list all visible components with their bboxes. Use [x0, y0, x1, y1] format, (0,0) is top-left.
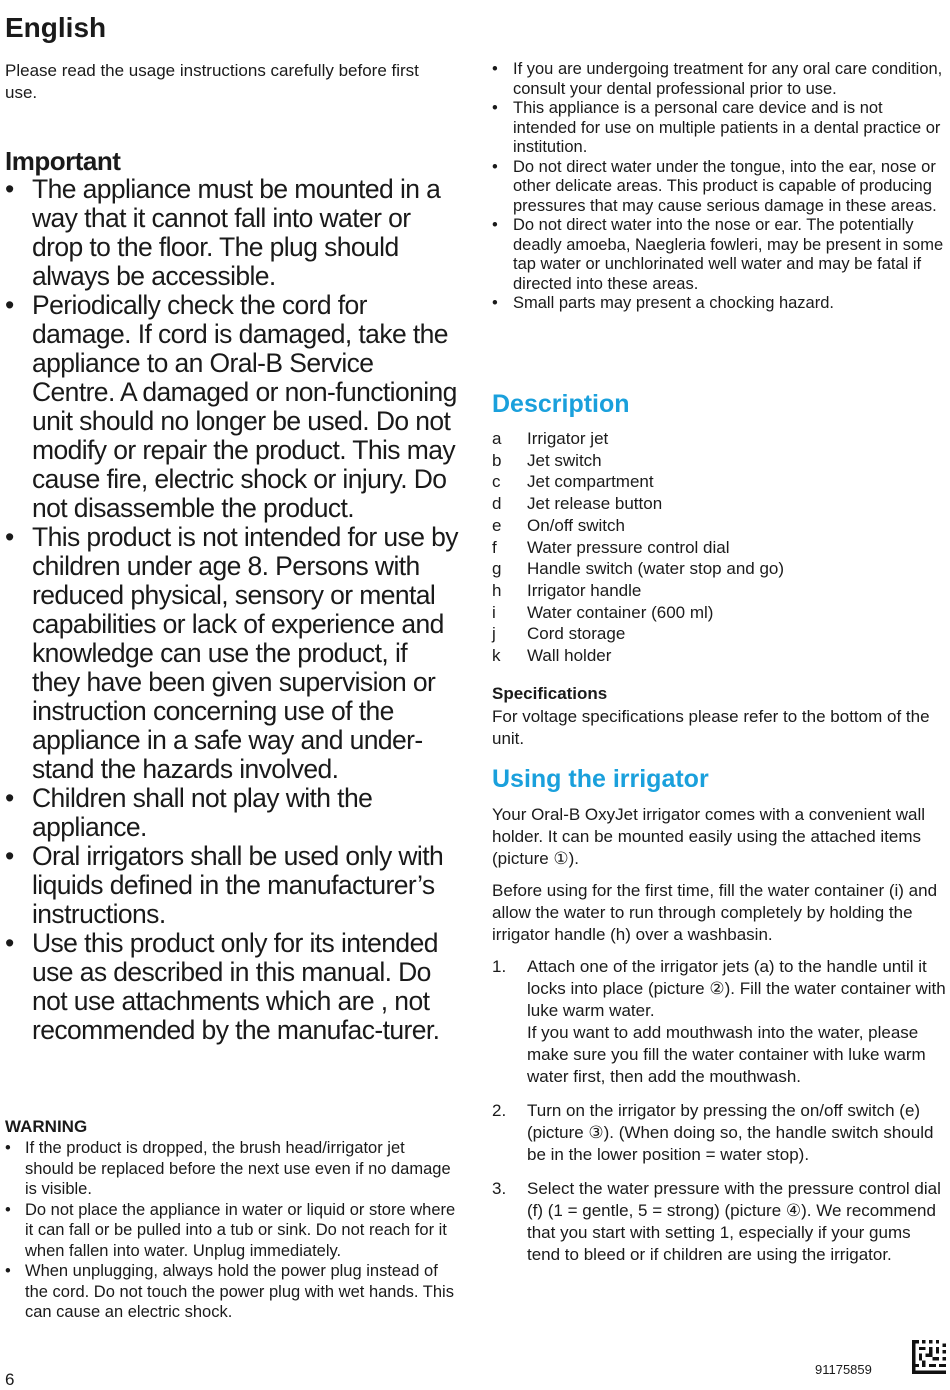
- description-item: [492, 515, 942, 537]
- item-letter: h: [492, 580, 502, 600]
- page-number: 6: [5, 1370, 15, 1389]
- step-body: [527, 1178, 948, 1266]
- item-letter: k: [492, 646, 501, 666]
- description-list: [492, 428, 942, 667]
- item-text: Wall holder: [527, 646, 612, 666]
- description-heading: Description: [492, 390, 630, 418]
- safety-item: • Do not direct water into the nose or ear. The potentially deadly amoeba, Naegleria fowleri, may be present in some tap water or unchlorinated well water and may be fatal if directed into these areas.: [492, 216, 948, 294]
- description-item: [492, 428, 942, 450]
- item-letter: f: [492, 537, 497, 557]
- step-text: If you want to add mouthwash into the water, please make sure you fill the water container with luke warm water first, then add the mouthwash.: [527, 1023, 926, 1086]
- document-code: 91175859: [815, 1362, 872, 1377]
- description-item: [492, 602, 942, 624]
- description-item: [492, 471, 942, 493]
- description-item: [492, 558, 942, 580]
- page-title: English: [5, 12, 107, 43]
- safety-item: • Do not direct water under the tongue, into the ear, nose or other delicate areas. This product is capable of producing pressures that may cause serious damage in these areas.: [492, 158, 948, 217]
- item-letter: c: [492, 472, 501, 492]
- datamatrix-code-icon: [912, 1340, 946, 1374]
- important-item: • Oral irrigators shall be used only with liquids defined in the manufacturer’s instructions.: [5, 842, 461, 929]
- safety-list: [492, 60, 948, 314]
- safety-item: • If you are undergoing treatment for any oral care condition, consult your dental professional prior to use.: [492, 60, 948, 99]
- description-item: [492, 623, 942, 645]
- description-item: [492, 537, 942, 559]
- item-text: On/off switch: [527, 515, 625, 535]
- item-text: Water pressure control dial: [527, 537, 730, 557]
- step-text: Attach one of the irrigator jets (a) to the handle until it locks into place (picture ②). Fill the water container with luke warm water.: [527, 957, 946, 1020]
- description-item: [492, 493, 942, 515]
- step-item: [492, 956, 948, 1088]
- safety-item: • Small parts may present a chocking hazard.: [492, 294, 948, 314]
- safety-item: • This appliance is a personal care device and is not intended for use on multiple patients in a dental practice or institution.: [492, 99, 948, 158]
- item-text: Handle switch (water stop and go): [527, 559, 785, 579]
- description-item: [492, 450, 942, 472]
- important-list: [5, 175, 461, 1045]
- item-text: Jet switch: [527, 450, 602, 470]
- item-letter: e: [492, 515, 502, 535]
- item-letter: a: [492, 429, 502, 448]
- item-letter: g: [492, 559, 502, 579]
- step-number: 2.: [492, 1101, 507, 1120]
- step-text: Turn on the irrigator by pressing the on/off switch (e) (picture ③). (When doing so, the handle switch should be in the lower position = water stop).: [527, 1101, 934, 1164]
- step-item: [492, 1178, 948, 1266]
- item-letter: j: [492, 624, 496, 644]
- intro-text: Please read the usage instructions carefully before first use.: [5, 61, 419, 102]
- step-body: [527, 956, 948, 1088]
- item-text: Water container (600 ml): [527, 602, 714, 622]
- using-heading: Using the irrigator: [492, 765, 709, 793]
- description-item: [492, 580, 942, 602]
- important-item: • This product is not intended for use by children under age 8. Persons with reduced physical, sensory or mental capabilities or lack of experience and knowledge can use the product, if they have been given supervision or instruction concerning use of the appliance in a safe way and under-stand the hazards involved.: [5, 523, 461, 784]
- specifications-heading: Specifications: [492, 684, 608, 703]
- usage-steps: [492, 956, 948, 1278]
- important-item: • Use this product only for its intended use as described in this manual. Do not use attachments which are , not recommended by the manufac-turer.: [5, 929, 461, 1045]
- warning-heading: WARNING: [5, 1117, 88, 1136]
- item-text: Jet compartment: [527, 472, 654, 492]
- item-letter: b: [492, 450, 502, 470]
- warning-list: [5, 1138, 457, 1323]
- step-number: 1.: [492, 957, 507, 976]
- step-text: Select the water pressure with the pressure control dial (f) (1 = gentle, 5 = strong) (picture ④). We recommend that you start with setting 1, especially if your gums tend to bleed or if children are using the irrigator.: [527, 1179, 941, 1264]
- important-item: • The appliance must be mounted in a way that it cannot fall into water or drop to the floor. The plug should always be accessible.: [5, 175, 461, 291]
- item-letter: d: [492, 494, 502, 514]
- step-item: [492, 1100, 948, 1166]
- important-heading: Important: [5, 146, 121, 176]
- item-text: Irrigator jet: [527, 429, 609, 448]
- step-number: 3.: [492, 1179, 507, 1198]
- warning-item: • Do not place the appliance in water or liquid or store where it can fall or be pulled into a tub or sink. Do not reach for it when fallen into water. Unplug immediately.: [5, 1200, 457, 1262]
- item-text: Jet release button: [527, 494, 663, 514]
- item-text: Irrigator handle: [527, 580, 642, 600]
- item-text: Cord storage: [527, 624, 626, 644]
- using-paragraph: Your Oral-B OxyJet irrigator comes with a convenient wall holder. It can be mounted easily using the attached items (picture ①).: [492, 805, 926, 868]
- using-paragraph: Before using for the first time, fill the water container (i) and allow the water to run through completely by holding the irrigator handle (h) over a washbasin.: [492, 881, 938, 944]
- specifications-text: For voltage specifications please refer to the bottom of the unit.: [492, 707, 930, 748]
- step-body: [527, 1100, 948, 1166]
- description-item: [492, 645, 942, 667]
- item-letter: i: [492, 602, 496, 622]
- important-item: • Children shall not play with the appliance.: [5, 784, 461, 842]
- warning-item: • If the product is dropped, the brush head/irrigator jet should be replaced before the next use even if no damage is visible.: [5, 1138, 457, 1200]
- warning-item: • When unplugging, always hold the power plug instead of the cord. Do not touch the power plug with wet hands. This can cause an electric shock.: [5, 1261, 457, 1323]
- important-item: • Periodically check the cord for damage. If cord is damaged, take the appliance to an Oral-B Service Centre. A damaged or non-functioning unit should no longer be used. Do not modify or repair the product. This may cause fire, electric shock or injury. Do not disassemble the product.: [5, 291, 461, 523]
